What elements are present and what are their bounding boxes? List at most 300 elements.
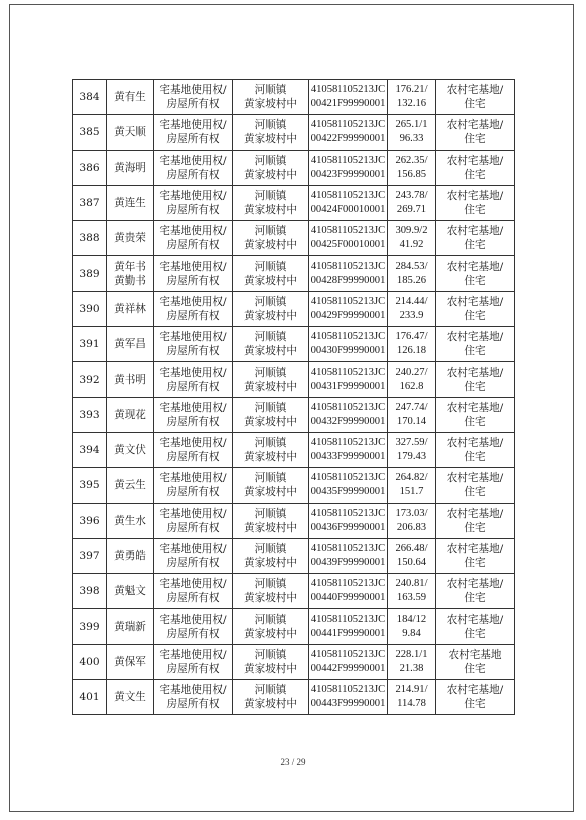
right-type-line: 房屋所有权 [166, 451, 220, 464]
location-line: 黄家坡村中 [244, 451, 297, 464]
parcel-code-cell [309, 185, 388, 220]
area-line: 96.33 [399, 133, 424, 145]
row-number-cell: 386 [73, 150, 107, 185]
owner-name-line: 黄祥林 [114, 302, 146, 315]
parcel-code-line: 410581105213JC [310, 119, 386, 131]
usage-cell [436, 362, 515, 397]
area-line: 309.9/2 [395, 225, 428, 237]
area-line: 265.1/1 [395, 119, 428, 131]
table-row [73, 468, 515, 503]
area-line: 132.16 [396, 98, 427, 110]
row-number-cell: 387 [73, 185, 107, 220]
row-number-cell: 394 [73, 432, 107, 467]
parcel-code-line: 00424F00010001 [310, 204, 386, 216]
right-type-cell [154, 327, 233, 362]
location-line: 黄家坡村中 [244, 98, 297, 111]
table-row [73, 362, 515, 397]
owner-name-line: 黄勤书 [114, 274, 146, 287]
usage-cell [436, 397, 515, 432]
right-type-cell [154, 503, 233, 538]
table-row [73, 503, 515, 538]
owner-name-cell [107, 185, 154, 220]
area-cell [388, 538, 436, 573]
right-type-line: 宅基地使用权/ [159, 225, 227, 238]
usage-line: 住宅 [464, 557, 486, 569]
usage-line: 住宅 [464, 415, 486, 428]
location-cell [233, 362, 309, 397]
usage-line: 农村宅基地/ [446, 613, 504, 626]
usage-line: 住宅 [464, 345, 486, 358]
table-row [73, 680, 515, 715]
owner-name-line: 黄文生 [114, 691, 146, 704]
location-line: 黄家坡村中 [244, 698, 297, 711]
usage-line: 住宅 [464, 239, 486, 252]
owner-name-line: 黄连生 [114, 197, 146, 210]
right-type-cell [154, 680, 233, 715]
area-line: 41.92 [399, 239, 424, 251]
row-number-cell: 390 [73, 291, 107, 326]
usage-cell [436, 680, 515, 715]
right-type-line: 房屋所有权 [166, 239, 220, 252]
location-line: 黄家坡村中 [244, 521, 297, 534]
parcel-code-cell [309, 680, 388, 715]
usage-line: 住宅 [464, 204, 486, 217]
area-line: 214.44/ [395, 295, 428, 307]
usage-line: 农村宅基地/ [446, 366, 504, 379]
owner-name-line: 黄勇皓 [114, 550, 146, 562]
parcel-code-line: 410581105213JC [310, 366, 386, 378]
right-type-line: 宅基地使用权/ [159, 437, 227, 450]
owner-name-line: 黄书明 [114, 373, 146, 386]
right-type-line: 宅基地使用权/ [159, 684, 227, 697]
usage-line: 住宅 [464, 168, 486, 181]
area-line: 179.43 [396, 451, 427, 463]
right-type-cell [154, 644, 233, 679]
parcel-code-cell [309, 291, 388, 326]
usage-line: 农村宅基地/ [446, 119, 504, 132]
location-line: 黄家坡村中 [244, 239, 297, 252]
usage-cell [436, 115, 515, 150]
usage-cell [436, 80, 515, 115]
right-type-cell [154, 115, 233, 150]
right-type-cell [154, 362, 233, 397]
right-type-line: 宅基地使用权/ [159, 295, 227, 308]
location-line: 河顺镇 [254, 578, 287, 591]
usage-line: 农村宅基地/ [446, 507, 504, 520]
parcel-code-line: 00436F99990001 [310, 521, 386, 533]
location-line: 河顺镇 [254, 260, 287, 273]
usage-cell [436, 503, 515, 538]
right-type-line: 房屋所有权 [166, 486, 220, 499]
parcel-code-line: 410581105213JC [310, 260, 386, 272]
usage-line: 农村宅基地/ [446, 401, 504, 414]
area-cell [388, 327, 436, 362]
area-line: 185.26 [396, 274, 427, 286]
location-cell [233, 432, 309, 467]
owner-name-cell [107, 609, 154, 644]
parcel-code-cell [309, 644, 388, 679]
parcel-code-line: 00442F99990001 [310, 662, 386, 674]
owner-name-cell [107, 327, 154, 362]
parcel-code-line: 00440F99990001 [310, 592, 386, 604]
location-line: 黄家坡村中 [244, 486, 297, 499]
usage-line: 农村宅基地/ [446, 225, 504, 238]
location-line: 河顺镇 [254, 648, 287, 661]
owner-name-cell [107, 150, 154, 185]
usage-line: 农村宅基地/ [446, 472, 504, 485]
owner-name-line: 黄魁文 [114, 585, 146, 598]
parcel-code-line: 00435F99990001 [310, 486, 386, 498]
right-type-line: 宅基地使用权/ [159, 260, 227, 273]
right-type-cell [154, 256, 233, 291]
parcel-code-line: 00425F00010001 [310, 239, 386, 251]
owner-name-cell [107, 503, 154, 538]
right-type-cell [154, 80, 233, 115]
right-type-line: 房屋所有权 [166, 345, 220, 358]
right-type-line: 宅基地使用权/ [159, 190, 227, 203]
location-cell [233, 468, 309, 503]
right-type-line: 房屋所有权 [166, 627, 220, 640]
right-type-cell [154, 574, 233, 609]
area-line: 264.82/ [395, 472, 428, 484]
parcel-code-line: 00428F99990001 [310, 274, 386, 286]
right-type-line: 宅基地使用权/ [159, 472, 227, 485]
right-type-cell [154, 609, 233, 644]
parcel-code-line: 410581105213JC [310, 437, 386, 449]
location-line: 黄家坡村中 [244, 309, 297, 322]
row-number-cell: 399 [73, 609, 107, 644]
area-line: 176.21/ [395, 84, 428, 96]
area-line: 151.7 [399, 486, 424, 498]
right-type-cell [154, 397, 233, 432]
owner-name-line: 黄保军 [114, 655, 146, 668]
right-type-line: 宅基地使用权/ [159, 543, 227, 555]
usage-cell [436, 468, 515, 503]
area-line: 243.78/ [395, 190, 428, 202]
parcel-code-line: 00423F99990001 [310, 168, 386, 180]
right-type-line: 房屋所有权 [166, 698, 220, 711]
usage-line: 住宅 [464, 133, 486, 146]
usage-line: 农村宅基地/ [446, 684, 504, 697]
parcel-code-cell [309, 80, 388, 115]
row-number-cell: 397 [73, 538, 107, 573]
parcel-code-line: 00439F99990001 [310, 557, 386, 568]
owner-name-line: 黄海明 [114, 161, 146, 174]
location-line: 黄家坡村中 [244, 592, 297, 605]
parcel-code-line: 00421F99990001 [310, 98, 386, 110]
right-type-cell [154, 538, 233, 573]
table-row [73, 80, 515, 115]
parcel-code-line: 00422F99990001 [310, 133, 386, 145]
area-cell [388, 680, 436, 715]
usage-line: 住宅 [464, 451, 486, 464]
area-line: 184/12 [396, 613, 427, 625]
owner-name-line: 黄有生 [114, 91, 146, 104]
location-line: 黄家坡村中 [244, 345, 297, 358]
parcel-code-line: 00429F99990001 [310, 309, 386, 321]
parcel-code-line: 00431F99990001 [310, 380, 386, 392]
usage-cell [436, 150, 515, 185]
parcel-code-cell [309, 115, 388, 150]
table-body [73, 80, 515, 715]
row-number-cell: 392 [73, 362, 107, 397]
usage-line: 农村宅基地/ [446, 154, 504, 167]
row-number-cell: 396 [73, 503, 107, 538]
usage-line: 住宅 [464, 592, 486, 605]
parcel-code-cell [309, 538, 388, 573]
area-line: 233.9 [399, 309, 424, 321]
table-row [73, 609, 515, 644]
right-type-cell [154, 150, 233, 185]
row-number-cell: 393 [73, 397, 107, 432]
usage-line: 农村宅基地 [448, 648, 502, 661]
row-number-cell: 398 [73, 574, 107, 609]
usage-line: 农村宅基地/ [446, 295, 504, 308]
right-type-line: 房屋所有权 [166, 662, 220, 675]
area-cell [388, 256, 436, 291]
location-line: 河顺镇 [254, 119, 287, 132]
table-row [73, 397, 515, 432]
area-line: 284.53/ [395, 260, 428, 272]
parcel-code-cell [309, 468, 388, 503]
owner-name-line: 黄年书 [114, 260, 146, 273]
owner-name-line: 黄贵荣 [114, 232, 146, 245]
area-line: 156.85 [396, 168, 427, 180]
right-type-line: 房屋所有权 [166, 133, 220, 146]
area-cell [388, 150, 436, 185]
usage-line: 农村宅基地/ [446, 190, 504, 203]
table-row [73, 115, 515, 150]
right-type-line: 房屋所有权 [166, 274, 220, 287]
parcel-code-line: 00430F99990001 [310, 345, 386, 357]
table-row [73, 644, 515, 679]
area-cell [388, 468, 436, 503]
right-type-line: 宅基地使用权/ [159, 154, 227, 167]
owner-name-cell [107, 644, 154, 679]
row-number-cell: 388 [73, 221, 107, 256]
location-cell [233, 397, 309, 432]
parcel-code-line: 00432F99990001 [310, 415, 386, 427]
parcel-code-cell [309, 397, 388, 432]
right-type-line: 宅基地使用权/ [159, 401, 227, 414]
right-type-line: 宅基地使用权/ [159, 331, 227, 344]
right-type-line: 房屋所有权 [166, 521, 220, 534]
right-type-line: 宅基地使用权/ [159, 578, 227, 591]
owner-name-line: 黄云生 [114, 479, 146, 492]
location-line: 河顺镇 [254, 543, 287, 555]
right-type-line: 宅基地使用权/ [159, 119, 227, 132]
usage-line: 农村宅基地/ [446, 543, 504, 555]
area-line: 206.83 [396, 521, 427, 533]
usage-cell [436, 538, 515, 573]
area-line: 269.71 [396, 204, 427, 216]
area-line: 262.35/ [395, 154, 428, 166]
right-type-line: 宅基地使用权/ [159, 84, 227, 97]
location-cell [233, 291, 309, 326]
parcel-code-line: 410581105213JC [310, 543, 386, 554]
area-cell [388, 574, 436, 609]
area-cell [388, 644, 436, 679]
table-row [73, 150, 515, 185]
parcel-code-line: 00441F99990001 [310, 627, 386, 639]
table-row [73, 221, 515, 256]
location-line: 河顺镇 [254, 366, 287, 379]
usage-line: 住宅 [464, 98, 486, 111]
right-type-cell [154, 221, 233, 256]
owner-name-cell [107, 221, 154, 256]
right-type-cell [154, 432, 233, 467]
table-row [73, 574, 515, 609]
location-line: 河顺镇 [254, 401, 287, 414]
parcel-code-cell [309, 150, 388, 185]
parcel-code-cell [309, 362, 388, 397]
area-line: 162.8 [399, 380, 424, 392]
area-line: 247.74/ [395, 401, 428, 413]
location-cell [233, 574, 309, 609]
usage-line: 农村宅基地/ [446, 84, 504, 97]
location-cell [233, 538, 309, 573]
parcel-code-line: 410581105213JC [310, 401, 386, 413]
right-type-line: 房屋所有权 [166, 380, 220, 393]
usage-cell [436, 185, 515, 220]
row-number-cell: 389 [73, 256, 107, 291]
location-line: 黄家坡村中 [244, 662, 297, 675]
usage-line: 农村宅基地/ [446, 331, 504, 344]
location-line: 河顺镇 [254, 295, 287, 308]
row-number-cell: 401 [73, 680, 107, 715]
location-cell [233, 609, 309, 644]
area-line: 240.81/ [395, 578, 428, 590]
parcel-code-line: 410581105213JC [310, 613, 386, 625]
table-row [73, 432, 515, 467]
location-line: 河顺镇 [254, 190, 287, 203]
usage-cell [436, 644, 515, 679]
location-cell [233, 80, 309, 115]
right-type-line: 宅基地使用权/ [159, 613, 227, 626]
right-type-line: 房屋所有权 [166, 309, 220, 322]
usage-line: 农村宅基地/ [446, 260, 504, 273]
owner-name-cell [107, 538, 154, 573]
parcel-code-cell [309, 432, 388, 467]
parcel-code-line: 410581105213JC [310, 154, 386, 166]
location-line: 河顺镇 [254, 154, 287, 167]
location-line: 黄家坡村中 [244, 415, 297, 428]
usage-line: 住宅 [464, 662, 486, 675]
parcel-code-line: 410581105213JC [310, 331, 386, 343]
location-cell [233, 503, 309, 538]
right-type-line: 房屋所有权 [166, 168, 220, 181]
parcel-code-line: 410581105213JC [310, 225, 386, 237]
usage-line: 住宅 [464, 698, 486, 711]
right-type-line: 宅基地使用权/ [159, 366, 227, 379]
area-cell [388, 432, 436, 467]
parcel-code-cell [309, 221, 388, 256]
area-line: 176.47/ [395, 331, 428, 343]
area-line: 214.91/ [395, 684, 428, 696]
usage-line: 住宅 [464, 521, 486, 534]
area-cell [388, 221, 436, 256]
owner-name-cell [107, 362, 154, 397]
owner-name-line: 黄现花 [114, 408, 146, 421]
row-number-cell: 384 [73, 80, 107, 115]
parcel-code-cell [309, 574, 388, 609]
location-line: 河顺镇 [254, 331, 287, 344]
parcel-code-line: 410581105213JC [310, 648, 386, 660]
usage-line: 住宅 [464, 627, 486, 640]
right-type-cell [154, 291, 233, 326]
parcel-code-cell [309, 327, 388, 362]
usage-line: 农村宅基地/ [446, 437, 504, 450]
right-type-line: 宅基地使用权/ [159, 648, 227, 661]
owner-name-cell [107, 115, 154, 150]
parcel-code-line: 410581105213JC [310, 507, 386, 519]
area-line: 21.38 [399, 662, 424, 674]
usage-cell [436, 221, 515, 256]
area-line: 126.18 [396, 345, 427, 357]
location-line: 黄家坡村中 [244, 380, 297, 393]
table-row [73, 256, 515, 291]
location-line: 黄家坡村中 [244, 627, 297, 640]
parcel-code-line: 410581105213JC [310, 190, 386, 202]
right-type-line: 房屋所有权 [166, 204, 220, 217]
parcel-code-line: 410581105213JC [310, 578, 386, 590]
right-type-line: 房屋所有权 [166, 592, 220, 605]
right-type-line: 房屋所有权 [166, 98, 220, 111]
table-row [73, 538, 515, 573]
location-line: 河顺镇 [254, 684, 287, 697]
table-row [73, 185, 515, 220]
area-cell [388, 115, 436, 150]
right-type-line: 宅基地使用权/ [159, 507, 227, 520]
area-cell [388, 80, 436, 115]
location-line: 黄家坡村中 [244, 274, 297, 287]
area-line: 163.59 [396, 592, 427, 604]
parcel-code-cell [309, 503, 388, 538]
parcel-code-line: 410581105213JC [310, 84, 386, 96]
area-line: 327.59/ [395, 437, 428, 449]
area-line: 9.84 [402, 627, 421, 639]
parcel-code-line: 410581105213JC [310, 472, 386, 484]
location-cell [233, 221, 309, 256]
usage-cell [436, 609, 515, 644]
owner-name-line: 黄天顺 [114, 126, 146, 139]
owner-name-line: 黄生水 [114, 514, 146, 527]
row-number-cell: 395 [73, 468, 107, 503]
area-line: 170.14 [396, 415, 427, 427]
usage-line: 住宅 [464, 486, 486, 499]
usage-line: 住宅 [464, 309, 486, 322]
right-type-line: 房屋所有权 [166, 415, 220, 428]
right-type-cell [154, 185, 233, 220]
area-line: 114.78 [397, 698, 426, 710]
location-cell [233, 256, 309, 291]
parcel-code-line: 00433F99990001 [310, 451, 386, 463]
table-row [73, 327, 515, 362]
owner-name-cell [107, 256, 154, 291]
location-line: 黄家坡村中 [244, 557, 297, 569]
area-cell [388, 503, 436, 538]
area-cell [388, 185, 436, 220]
location-cell [233, 644, 309, 679]
area-cell [388, 362, 436, 397]
area-line: 173.03/ [395, 507, 428, 519]
owner-name-line: 黄瑞新 [114, 620, 146, 633]
row-number-cell: 385 [73, 115, 107, 150]
usage-line: 农村宅基地/ [446, 578, 504, 591]
location-line: 河顺镇 [254, 225, 287, 238]
usage-cell [436, 574, 515, 609]
usage-cell [436, 432, 515, 467]
